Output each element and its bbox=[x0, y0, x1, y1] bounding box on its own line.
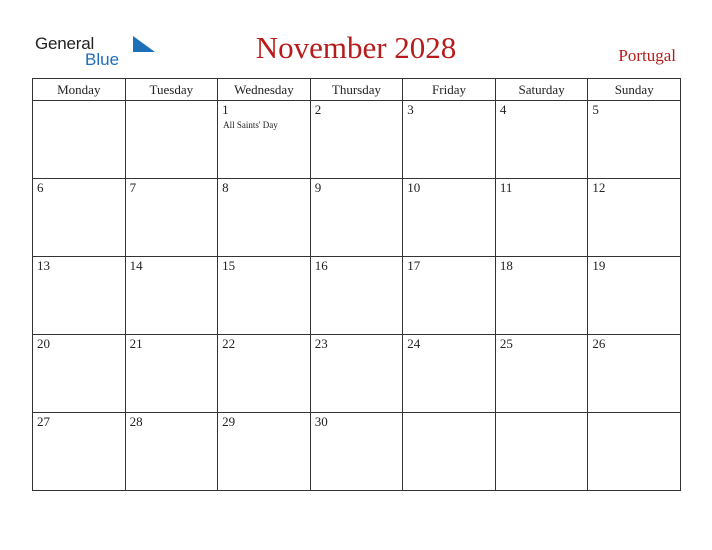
holiday-label bbox=[126, 274, 218, 276]
holiday-label bbox=[403, 118, 495, 120]
holiday-label bbox=[126, 196, 218, 198]
calendar-title: November 2028 bbox=[255, 30, 457, 65]
weekday-header-saturday: Saturday bbox=[495, 79, 588, 101]
day-number: 5 bbox=[592, 102, 599, 117]
weekday-header-friday: Friday bbox=[403, 79, 496, 101]
holiday-label bbox=[403, 196, 495, 198]
holiday-label bbox=[218, 274, 310, 276]
holiday-label bbox=[126, 352, 218, 354]
holiday-label bbox=[218, 430, 310, 432]
day-number: 15 bbox=[222, 258, 236, 273]
holiday-label bbox=[496, 414, 588, 416]
holiday-label bbox=[496, 352, 588, 354]
day-number: 10 bbox=[407, 180, 421, 195]
holiday-label bbox=[218, 196, 310, 198]
day-cell bbox=[495, 413, 588, 491]
holiday-label bbox=[33, 102, 125, 104]
day-cell bbox=[33, 257, 126, 335]
holiday-label bbox=[403, 414, 495, 416]
day-number: 2 bbox=[314, 102, 322, 117]
day-number: 17 bbox=[407, 258, 421, 273]
day-cell bbox=[125, 179, 218, 257]
day-number: 12 bbox=[592, 180, 606, 195]
day-number: 20 bbox=[37, 336, 50, 351]
holiday-label bbox=[126, 102, 218, 104]
day-number: 27 bbox=[37, 414, 50, 429]
holiday-label: All Saints' Day bbox=[223, 120, 278, 130]
day-cell bbox=[33, 335, 126, 413]
weekday-header-wednesday: Wednesday bbox=[218, 79, 311, 101]
holiday-label bbox=[311, 274, 403, 276]
holiday-label bbox=[311, 196, 403, 198]
weekday-header-tuesday: Tuesday bbox=[125, 79, 218, 101]
week-row bbox=[33, 335, 681, 413]
holiday-label bbox=[496, 196, 588, 198]
day-cell bbox=[125, 413, 218, 491]
day-number: 13 bbox=[37, 258, 50, 273]
holiday-label bbox=[403, 274, 495, 276]
holiday-label bbox=[588, 196, 680, 198]
day-number: 3 bbox=[407, 102, 414, 117]
day-cell bbox=[125, 335, 218, 413]
logo-text-blue: Blue bbox=[85, 50, 120, 69]
day-cell bbox=[495, 179, 588, 257]
day-number: 9 bbox=[314, 180, 322, 195]
day-cell bbox=[495, 335, 588, 413]
day-number: 16 bbox=[314, 258, 328, 273]
calendar-grid bbox=[32, 78, 681, 491]
day-cell bbox=[218, 335, 311, 413]
holiday-label bbox=[218, 352, 310, 354]
holiday-label bbox=[496, 118, 588, 120]
day-cell bbox=[125, 101, 218, 179]
day-number: 23 bbox=[314, 336, 328, 351]
day-cell bbox=[588, 413, 681, 491]
day-cell bbox=[218, 257, 311, 335]
day-cell bbox=[33, 413, 126, 491]
holiday-label bbox=[588, 414, 680, 416]
day-cell bbox=[218, 101, 311, 179]
day-number: 1 bbox=[222, 102, 229, 117]
day-number: 14 bbox=[129, 258, 143, 273]
day-cell bbox=[310, 257, 403, 335]
country-label: Portugal bbox=[618, 46, 676, 65]
day-number: 19 bbox=[592, 258, 606, 273]
day-number: 28 bbox=[129, 414, 143, 429]
day-cell bbox=[310, 101, 403, 179]
day-cell bbox=[588, 257, 681, 335]
day-cell bbox=[495, 101, 588, 179]
day-number: 25 bbox=[499, 336, 513, 351]
day-cell bbox=[125, 257, 218, 335]
holiday-label bbox=[588, 274, 680, 276]
day-cell bbox=[310, 413, 403, 491]
holiday-label bbox=[588, 352, 680, 354]
weekday-header-monday: Monday bbox=[33, 79, 126, 101]
week-row bbox=[33, 101, 681, 179]
weekday-header-sunday: Sunday bbox=[588, 79, 681, 101]
day-cell bbox=[218, 179, 311, 257]
day-number: 21 bbox=[129, 336, 143, 351]
holiday-label bbox=[588, 118, 680, 120]
week-row bbox=[33, 413, 681, 491]
day-cell bbox=[495, 257, 588, 335]
day-number: 4 bbox=[499, 102, 507, 117]
day-number: 11 bbox=[499, 180, 513, 195]
day-cell bbox=[588, 179, 681, 257]
day-cell bbox=[403, 413, 496, 491]
day-cell bbox=[403, 335, 496, 413]
holiday-label bbox=[33, 352, 125, 354]
week-row bbox=[33, 257, 681, 335]
day-cell bbox=[218, 413, 311, 491]
day-cell bbox=[310, 335, 403, 413]
day-number: 26 bbox=[592, 336, 606, 351]
day-cell bbox=[588, 101, 681, 179]
day-cell bbox=[310, 179, 403, 257]
holiday-label bbox=[33, 274, 125, 276]
day-number: 18 bbox=[499, 258, 513, 273]
day-cell bbox=[588, 335, 681, 413]
day-number: 8 bbox=[222, 180, 229, 195]
logo-text-general: General bbox=[35, 34, 95, 53]
day-cell bbox=[403, 101, 496, 179]
weekday-header-thursday: Thursday bbox=[310, 79, 403, 101]
weekday-header-row bbox=[33, 79, 681, 101]
day-number: 24 bbox=[407, 336, 421, 351]
day-cell bbox=[403, 257, 496, 335]
day-cell bbox=[33, 101, 126, 179]
day-cell bbox=[33, 179, 126, 257]
holiday-label bbox=[311, 352, 403, 354]
day-number: 7 bbox=[129, 180, 137, 195]
holiday-label bbox=[496, 274, 588, 276]
holiday-label bbox=[33, 196, 125, 198]
holiday-label bbox=[403, 352, 495, 354]
day-number: 30 bbox=[314, 414, 328, 429]
day-number: 6 bbox=[37, 180, 44, 195]
holiday-label bbox=[126, 430, 218, 432]
day-cell bbox=[403, 179, 496, 257]
holiday-label bbox=[33, 430, 125, 432]
holiday-label bbox=[311, 430, 403, 432]
day-number: 22 bbox=[222, 336, 236, 351]
week-row bbox=[33, 179, 681, 257]
day-number: 29 bbox=[222, 414, 236, 429]
holiday-label bbox=[311, 118, 403, 120]
